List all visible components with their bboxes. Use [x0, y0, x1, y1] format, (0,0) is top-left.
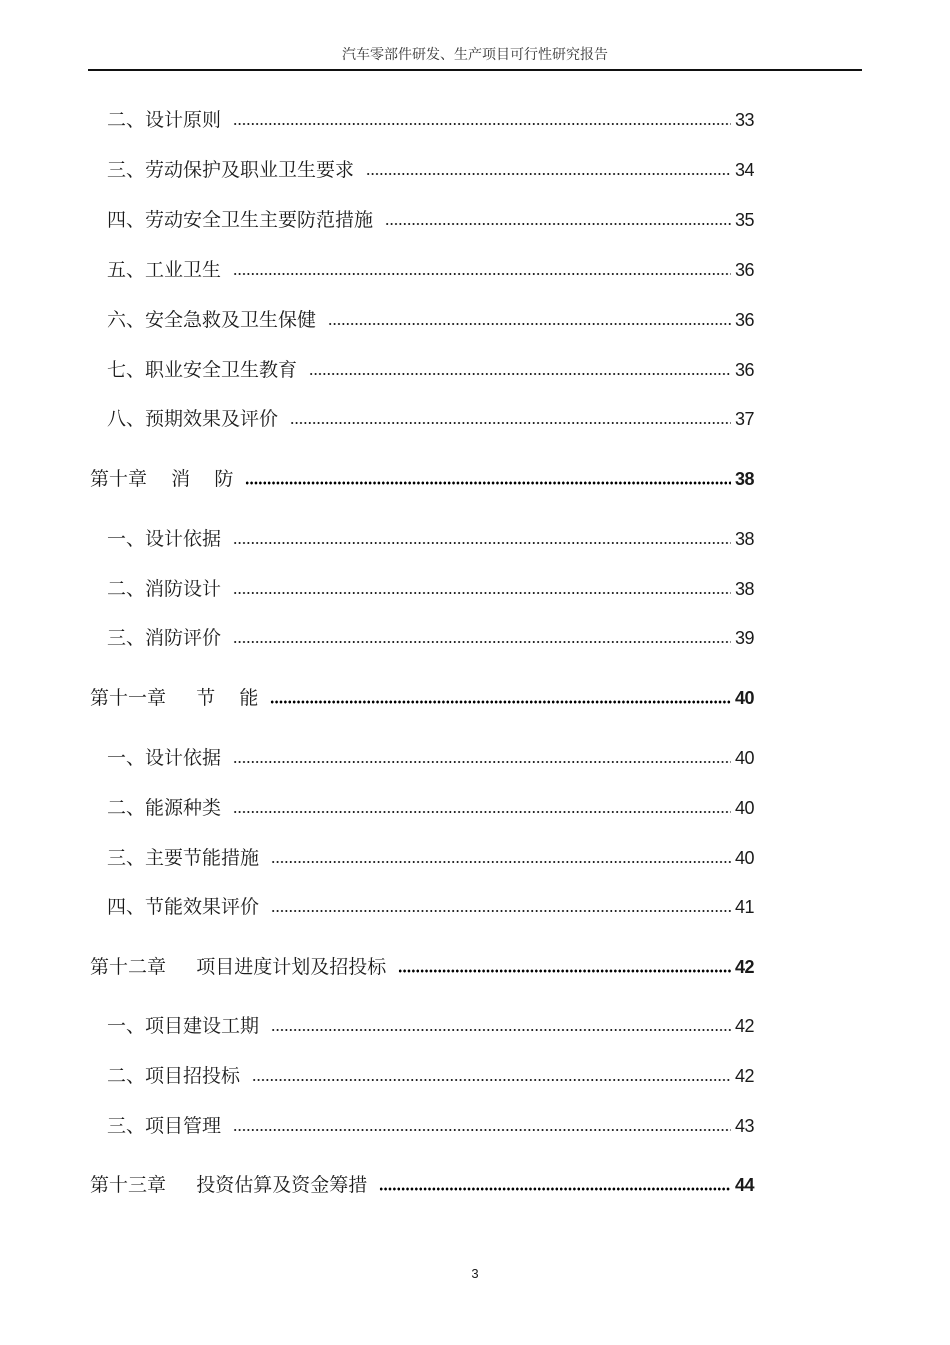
- toc-dot-leader: [252, 1077, 731, 1083]
- toc-entry-page: 40: [734, 848, 754, 868]
- toc-entry-label: 二、能源种类: [107, 797, 222, 819]
- toc-section-entry[interactable]: [107, 304, 754, 332]
- toc-section-entry[interactable]: [107, 891, 754, 919]
- toc-entry-page: 38: [734, 579, 754, 599]
- toc-section-entry[interactable]: [107, 154, 754, 182]
- toc-entry-page: 42: [734, 957, 754, 977]
- toc-chapter-entry[interactable]: [90, 463, 754, 491]
- toc-entry-label: 七、职业安全卫生教育: [107, 359, 298, 381]
- toc-dot-leader: [233, 121, 731, 127]
- toc-entry-label: 三、项目管理: [107, 1115, 222, 1137]
- toc-entry-page: 41: [734, 897, 754, 917]
- toc-dot-leader: [233, 540, 731, 546]
- toc-entry-label: 一、项目建设工期: [107, 1015, 260, 1037]
- toc-dot-leader: [328, 321, 731, 327]
- toc-entry-label: 二、项目招投标: [107, 1065, 241, 1087]
- toc-dot-leader: [271, 908, 731, 914]
- toc-dot-leader: [271, 1027, 731, 1033]
- toc-chapter-entry[interactable]: [90, 1169, 754, 1197]
- toc-entry-page: 36: [734, 260, 754, 280]
- toc-entry-page: 37: [734, 409, 754, 429]
- toc-chapter-entry[interactable]: [90, 951, 754, 979]
- toc-entry-label: 六、安全急救及卫生保健: [107, 309, 317, 331]
- toc-section-entry[interactable]: [107, 354, 754, 382]
- toc-section-entry[interactable]: [107, 573, 754, 601]
- toc-entry-page: 40: [734, 798, 754, 818]
- toc-entry-page: 34: [734, 160, 754, 180]
- toc-entry-label: 四、节能效果评价: [107, 896, 260, 918]
- toc-chapter-entry[interactable]: [90, 682, 754, 710]
- toc-entry-label: 第十二章 项目进度计划及招投标: [90, 956, 387, 978]
- toc-section-entry[interactable]: [107, 204, 754, 232]
- toc-entry-label: 二、设计原则: [107, 109, 222, 131]
- toc-dot-leader: [271, 859, 731, 865]
- toc-section-entry[interactable]: [107, 1060, 754, 1088]
- toc-entry-page: 36: [734, 360, 754, 380]
- toc-entry-label: 二、消防设计: [107, 578, 222, 600]
- toc-section-entry[interactable]: [107, 104, 754, 132]
- toc-entry-label: 第十章 消 防: [90, 468, 234, 490]
- toc-dot-leader: [366, 171, 731, 177]
- toc-entry-page: 43: [734, 1116, 754, 1136]
- toc-entry-label: 八、预期效果及评价: [107, 408, 279, 430]
- toc-entry-label: 一、设计依据: [107, 747, 222, 769]
- toc-dot-leader: [233, 271, 731, 277]
- toc-entry-page: 36: [734, 310, 754, 330]
- toc-entry-label: 三、劳动保护及职业卫生要求: [107, 159, 355, 181]
- toc-dot-leader: [233, 1127, 731, 1133]
- toc-section-entry[interactable]: [107, 523, 754, 551]
- toc-entry-page: 42: [734, 1066, 754, 1086]
- toc-entry-label: 四、劳动安全卫生主要防范措施: [107, 209, 374, 231]
- toc-entry-page: 40: [734, 748, 754, 768]
- toc-entry-label: 第十三章 投资估算及资金筹措: [90, 1174, 368, 1196]
- toc-entry-label: 五、工业卫生: [107, 259, 222, 281]
- toc-entry-page: 39: [734, 628, 754, 648]
- toc-dot-leader: [398, 968, 731, 974]
- page-number: 3: [471, 1266, 479, 1281]
- toc-section-entry[interactable]: [107, 742, 754, 770]
- toc-entry-page: 38: [734, 469, 754, 489]
- toc-dot-leader: [233, 639, 731, 645]
- toc-section-entry[interactable]: [107, 622, 754, 650]
- toc-entry-page: 40: [734, 688, 754, 708]
- toc-entry-page: 42: [734, 1016, 754, 1036]
- toc-entry-page: 44: [734, 1175, 754, 1195]
- toc-entry-label: 一、设计依据: [107, 528, 222, 550]
- toc-dot-leader: [290, 420, 731, 426]
- toc-section-entry[interactable]: [107, 1110, 754, 1138]
- toc-entry-page: 35: [734, 210, 754, 230]
- toc-dot-leader: [309, 371, 731, 377]
- toc-section-entry[interactable]: [107, 403, 754, 431]
- toc-section-entry[interactable]: [107, 792, 754, 820]
- toc-entry-label: 三、主要节能措施: [107, 847, 260, 869]
- toc-section-entry[interactable]: [107, 1010, 754, 1038]
- toc-dot-leader: [245, 480, 731, 486]
- toc-dot-leader: [385, 221, 731, 227]
- toc-entry-label: 三、消防评价: [107, 627, 222, 649]
- running-header: 汽车零部件研发、生产项目可行性研究报告: [342, 47, 608, 63]
- toc-entry-page: 33: [734, 110, 754, 130]
- toc-dot-leader: [233, 809, 731, 815]
- toc-entry-page: 38: [734, 529, 754, 549]
- toc-dot-leader: [233, 759, 731, 765]
- toc-entry-label: 第十一章 节 能: [90, 687, 259, 709]
- toc-dot-leader: [270, 699, 731, 705]
- toc-dot-leader: [233, 590, 731, 596]
- toc-section-entry[interactable]: [107, 254, 754, 282]
- toc-dot-leader: [379, 1186, 731, 1192]
- toc-section-entry[interactable]: [107, 842, 754, 870]
